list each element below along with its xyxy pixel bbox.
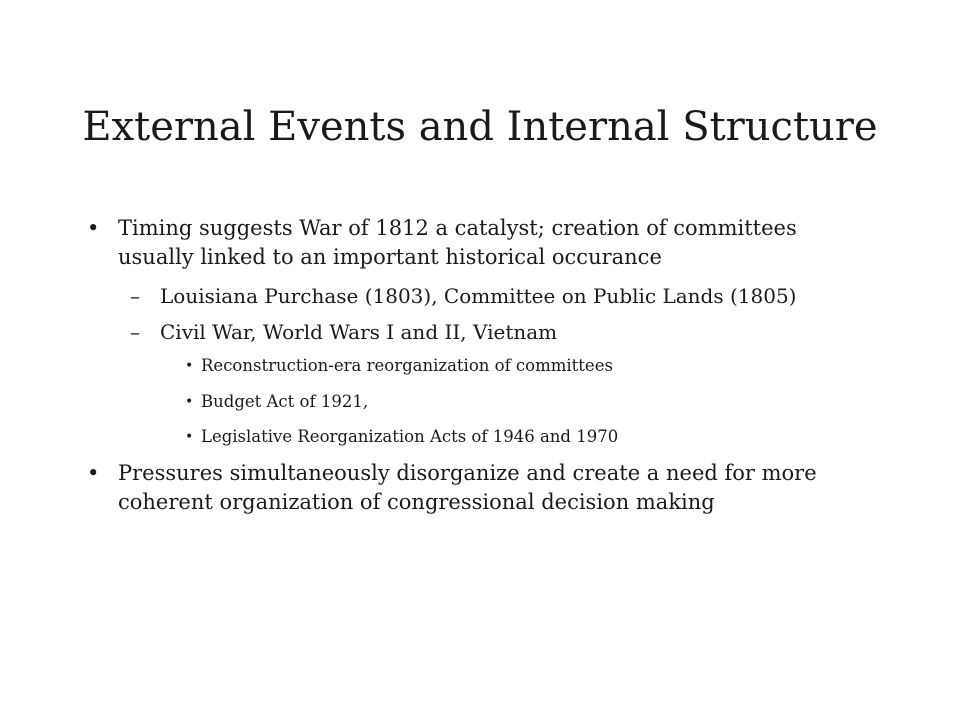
bullet-marker: • [185, 394, 194, 410]
sub-sub-bullet-text: Legislative Reorganization Acts of 1946 and 1970 [201, 427, 619, 446]
sub-bullet-text: Louisiana Purchase (1803), Committee on Public Lands (1805) [160, 284, 797, 308]
bullet-marker: • [87, 461, 100, 485]
bullet-text: Timing suggests War of 1812 a catalyst; creation of committees usually linked to an important historical occurance [118, 216, 797, 269]
bullet-item [87, 214, 848, 272]
sub-bullet-item [130, 318, 840, 347]
slide-title: External Events and Internal Structure [82, 104, 878, 150]
sub-sub-bullet-item [185, 390, 841, 414]
sub-sub-bullet-text: Budget Act of 1921, [201, 392, 369, 411]
bullet-item [87, 459, 848, 517]
sub-sub-bullet-item [185, 354, 841, 378]
sub-bullet-text: Civil War, World Wars I and II, Vietnam [160, 320, 558, 344]
dash-marker: – [130, 284, 140, 308]
bullet-marker: • [185, 429, 194, 445]
bullet-marker: • [185, 358, 194, 374]
bullet-text: Pressures simultaneously disorganize and create a need for more coherent organization of congressional decision making [118, 461, 817, 514]
slide-body [0, 214, 960, 517]
sub-sub-bullet-item [185, 425, 841, 449]
sub-sub-bullet-text: Reconstruction-era reorganization of committees [201, 356, 613, 375]
sub-bullet-item [130, 282, 840, 311]
bullet-marker: • [87, 216, 100, 240]
dash-marker: – [130, 320, 140, 344]
